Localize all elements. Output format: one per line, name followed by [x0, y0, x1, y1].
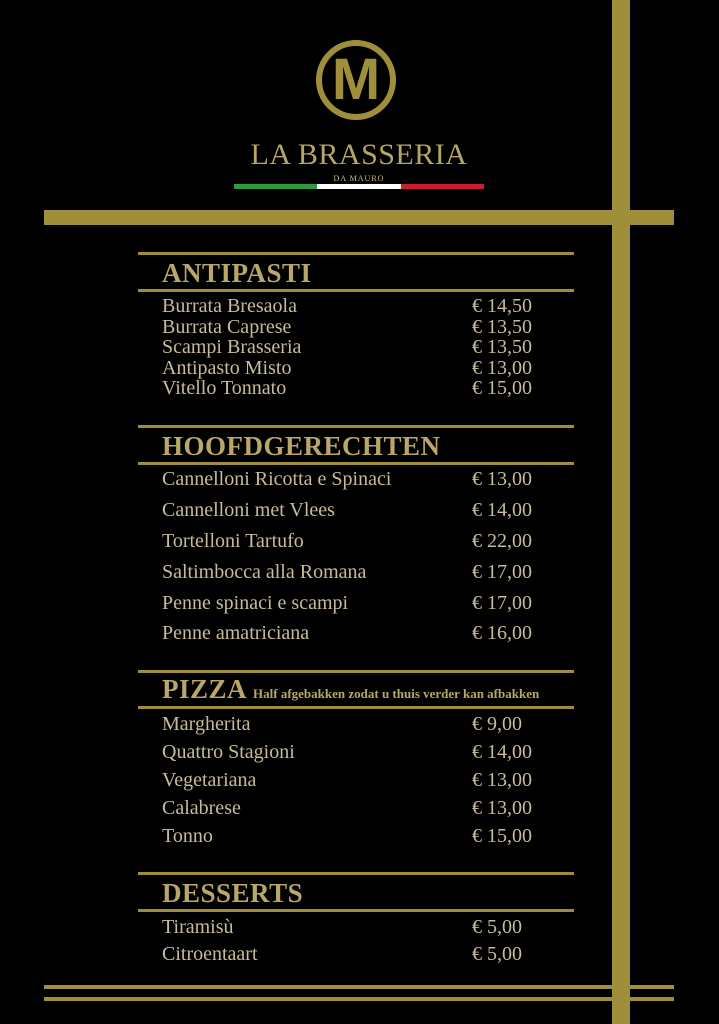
- item-price: € 5,00: [472, 943, 522, 965]
- item-price: € 15,00: [472, 825, 532, 847]
- item-price: € 13,50: [472, 316, 532, 338]
- section-title: DESSERTS: [162, 878, 304, 908]
- section-rule-top: [138, 872, 574, 875]
- item-name: Margherita: [162, 713, 251, 735]
- item-name: Quattro Stagioni: [162, 741, 295, 763]
- item-price: € 13,00: [472, 769, 532, 791]
- item-price: € 14,50: [472, 295, 532, 317]
- item-price: € 13,50: [472, 336, 532, 358]
- item-name: Cannelloni met Vlees: [162, 499, 335, 521]
- item-name: Vitello Tonnato: [162, 377, 287, 399]
- section-rule-bottom: [138, 462, 574, 465]
- menu-item: [162, 826, 574, 846]
- item-price: € 14,00: [472, 741, 532, 763]
- item-name: Tiramisù: [162, 916, 234, 938]
- item-price: € 9,00: [472, 713, 522, 735]
- menu-item: [162, 944, 574, 964]
- section-rule-bottom: [138, 289, 574, 292]
- section-title: HOOFDGERECHTEN: [162, 431, 441, 461]
- italian-flag-stripe: [234, 184, 484, 189]
- menu-item: [162, 714, 574, 734]
- menu-item: [162, 742, 574, 762]
- flag-red: [401, 184, 484, 189]
- pizza-note: Half afgebakken zodat u thuis verder kan afbakken: [253, 686, 540, 701]
- menu-item: [162, 358, 574, 378]
- section-rule-bottom: [138, 909, 574, 912]
- bottom-gold-line-2: [44, 997, 674, 1001]
- menu-item: [162, 317, 574, 337]
- item-name: Calabrese: [162, 797, 241, 819]
- item-name: Tonno: [162, 825, 213, 847]
- section-rule-top: [138, 670, 574, 673]
- vertical-gold-bar: [612, 0, 630, 1024]
- section-title: [162, 676, 539, 703]
- item-name: Cannelloni Ricotta e Spinaci: [162, 468, 392, 490]
- item-price: € 17,00: [472, 561, 532, 583]
- logo-letter: M: [331, 47, 381, 112]
- menu-item: [162, 798, 574, 818]
- item-name: Penne amatriciana: [162, 622, 310, 644]
- item-price: € 13,00: [472, 357, 532, 379]
- section-title: ANTIPASTI: [162, 258, 312, 288]
- brand-subtitle: DA MAURO: [333, 174, 385, 183]
- menu-item: [162, 337, 574, 357]
- menu-item: [162, 296, 574, 316]
- menu-item: [162, 623, 574, 643]
- brand-name: LA BRASSERIA: [250, 138, 468, 171]
- top-gold-bar: [44, 210, 674, 225]
- section-rule-top: [138, 425, 574, 428]
- flag-green: [234, 184, 317, 189]
- item-name: Tortelloni Tartufo: [162, 530, 304, 552]
- item-name: Burrata Bresaola: [162, 295, 297, 317]
- flag-white: [317, 184, 400, 189]
- item-name: Penne spinaci e scampi: [162, 592, 349, 614]
- section-rule-top: [138, 252, 574, 255]
- item-price: € 14,00: [472, 499, 532, 521]
- item-name: Saltimbocca alla Romana: [162, 561, 367, 583]
- bottom-gold-line-1: [44, 985, 674, 989]
- item-price: € 16,00: [472, 622, 532, 644]
- item-name: Burrata Caprese: [162, 316, 292, 338]
- section-title-text: PIZZA: [162, 674, 248, 704]
- section-rule-bottom: [138, 706, 574, 709]
- menu-item: [162, 770, 574, 790]
- menu-item: [162, 378, 574, 398]
- item-name: Scampi Brasseria: [162, 336, 302, 358]
- menu-item: [162, 562, 574, 582]
- menu-item: [162, 917, 574, 937]
- logo-emblem: [316, 40, 396, 120]
- menu-item: [162, 593, 574, 613]
- item-name: Citroentaart: [162, 943, 258, 965]
- item-price: € 15,00: [472, 377, 532, 399]
- menu-item: [162, 500, 574, 520]
- item-name: Vegetariana: [162, 769, 257, 791]
- item-price: € 13,00: [472, 468, 532, 490]
- item-price: € 5,00: [472, 916, 522, 938]
- menu-item: [162, 531, 574, 551]
- item-name: Antipasto Misto: [162, 357, 292, 379]
- item-price: € 22,00: [472, 530, 532, 552]
- item-price: € 13,00: [472, 797, 532, 819]
- item-price: € 17,00: [472, 592, 532, 614]
- menu-item: [162, 469, 574, 489]
